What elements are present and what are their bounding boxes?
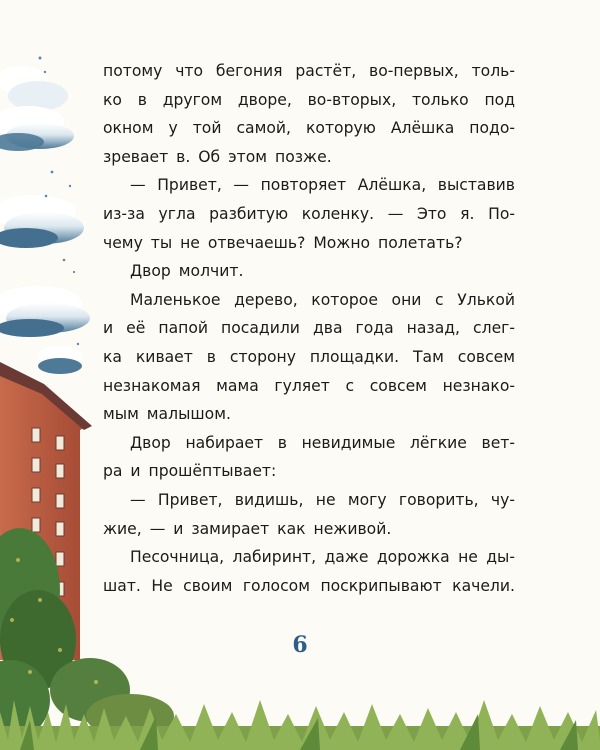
page-number: 6	[292, 632, 308, 658]
text-line: Маленькое дерево, которое они с Улькой	[130, 290, 515, 309]
text-line: Двор молчит.	[130, 262, 244, 281]
text-line: потому что бегония растёт, во-первых, толь-	[103, 62, 515, 80]
text-line: шат. Не своим голосом поскрипывают качели.	[103, 576, 515, 595]
text-line: ко в другом дворе, во-вторых, только под	[103, 90, 515, 109]
text-line: чему ты не отвечаешь? Можно полетать?	[103, 233, 463, 252]
cloud	[0, 195, 84, 248]
text-line: Двор набирает в невидимые лёгкие вет-	[130, 433, 515, 452]
text-line: незнакомая мама гуляет с совсем незнако-	[103, 376, 515, 395]
body-text	[103, 57, 515, 600]
text-line: окном у той самой, которую Алёшка подо-	[103, 119, 515, 138]
text-line: и её папой посадили два года назад, слег-	[103, 319, 515, 338]
cloud	[38, 346, 82, 374]
text-line: — Привет, видишь, не могу говорить, чу-	[130, 490, 515, 509]
cloud	[0, 66, 68, 111]
text-line: ка кивает в сторону площадки. Там совсем	[103, 347, 515, 366]
text-line: из-за угла разбитую коленку. — Это я. По-	[103, 204, 515, 223]
cloud	[0, 286, 90, 337]
text-line: жие, — и замирает как неживой.	[103, 519, 392, 538]
text-line: мым малышом.	[103, 405, 231, 424]
text-line: — Привет, — повторяет Алёшка, выставив	[130, 176, 515, 195]
cloud	[0, 106, 74, 151]
text-line: Песочница, лабиринт, даже дорожка не ды-	[130, 548, 515, 567]
text-line: ра и прошёптывает:	[103, 462, 277, 481]
text-line: зревает в. Об этом позже.	[103, 147, 332, 166]
